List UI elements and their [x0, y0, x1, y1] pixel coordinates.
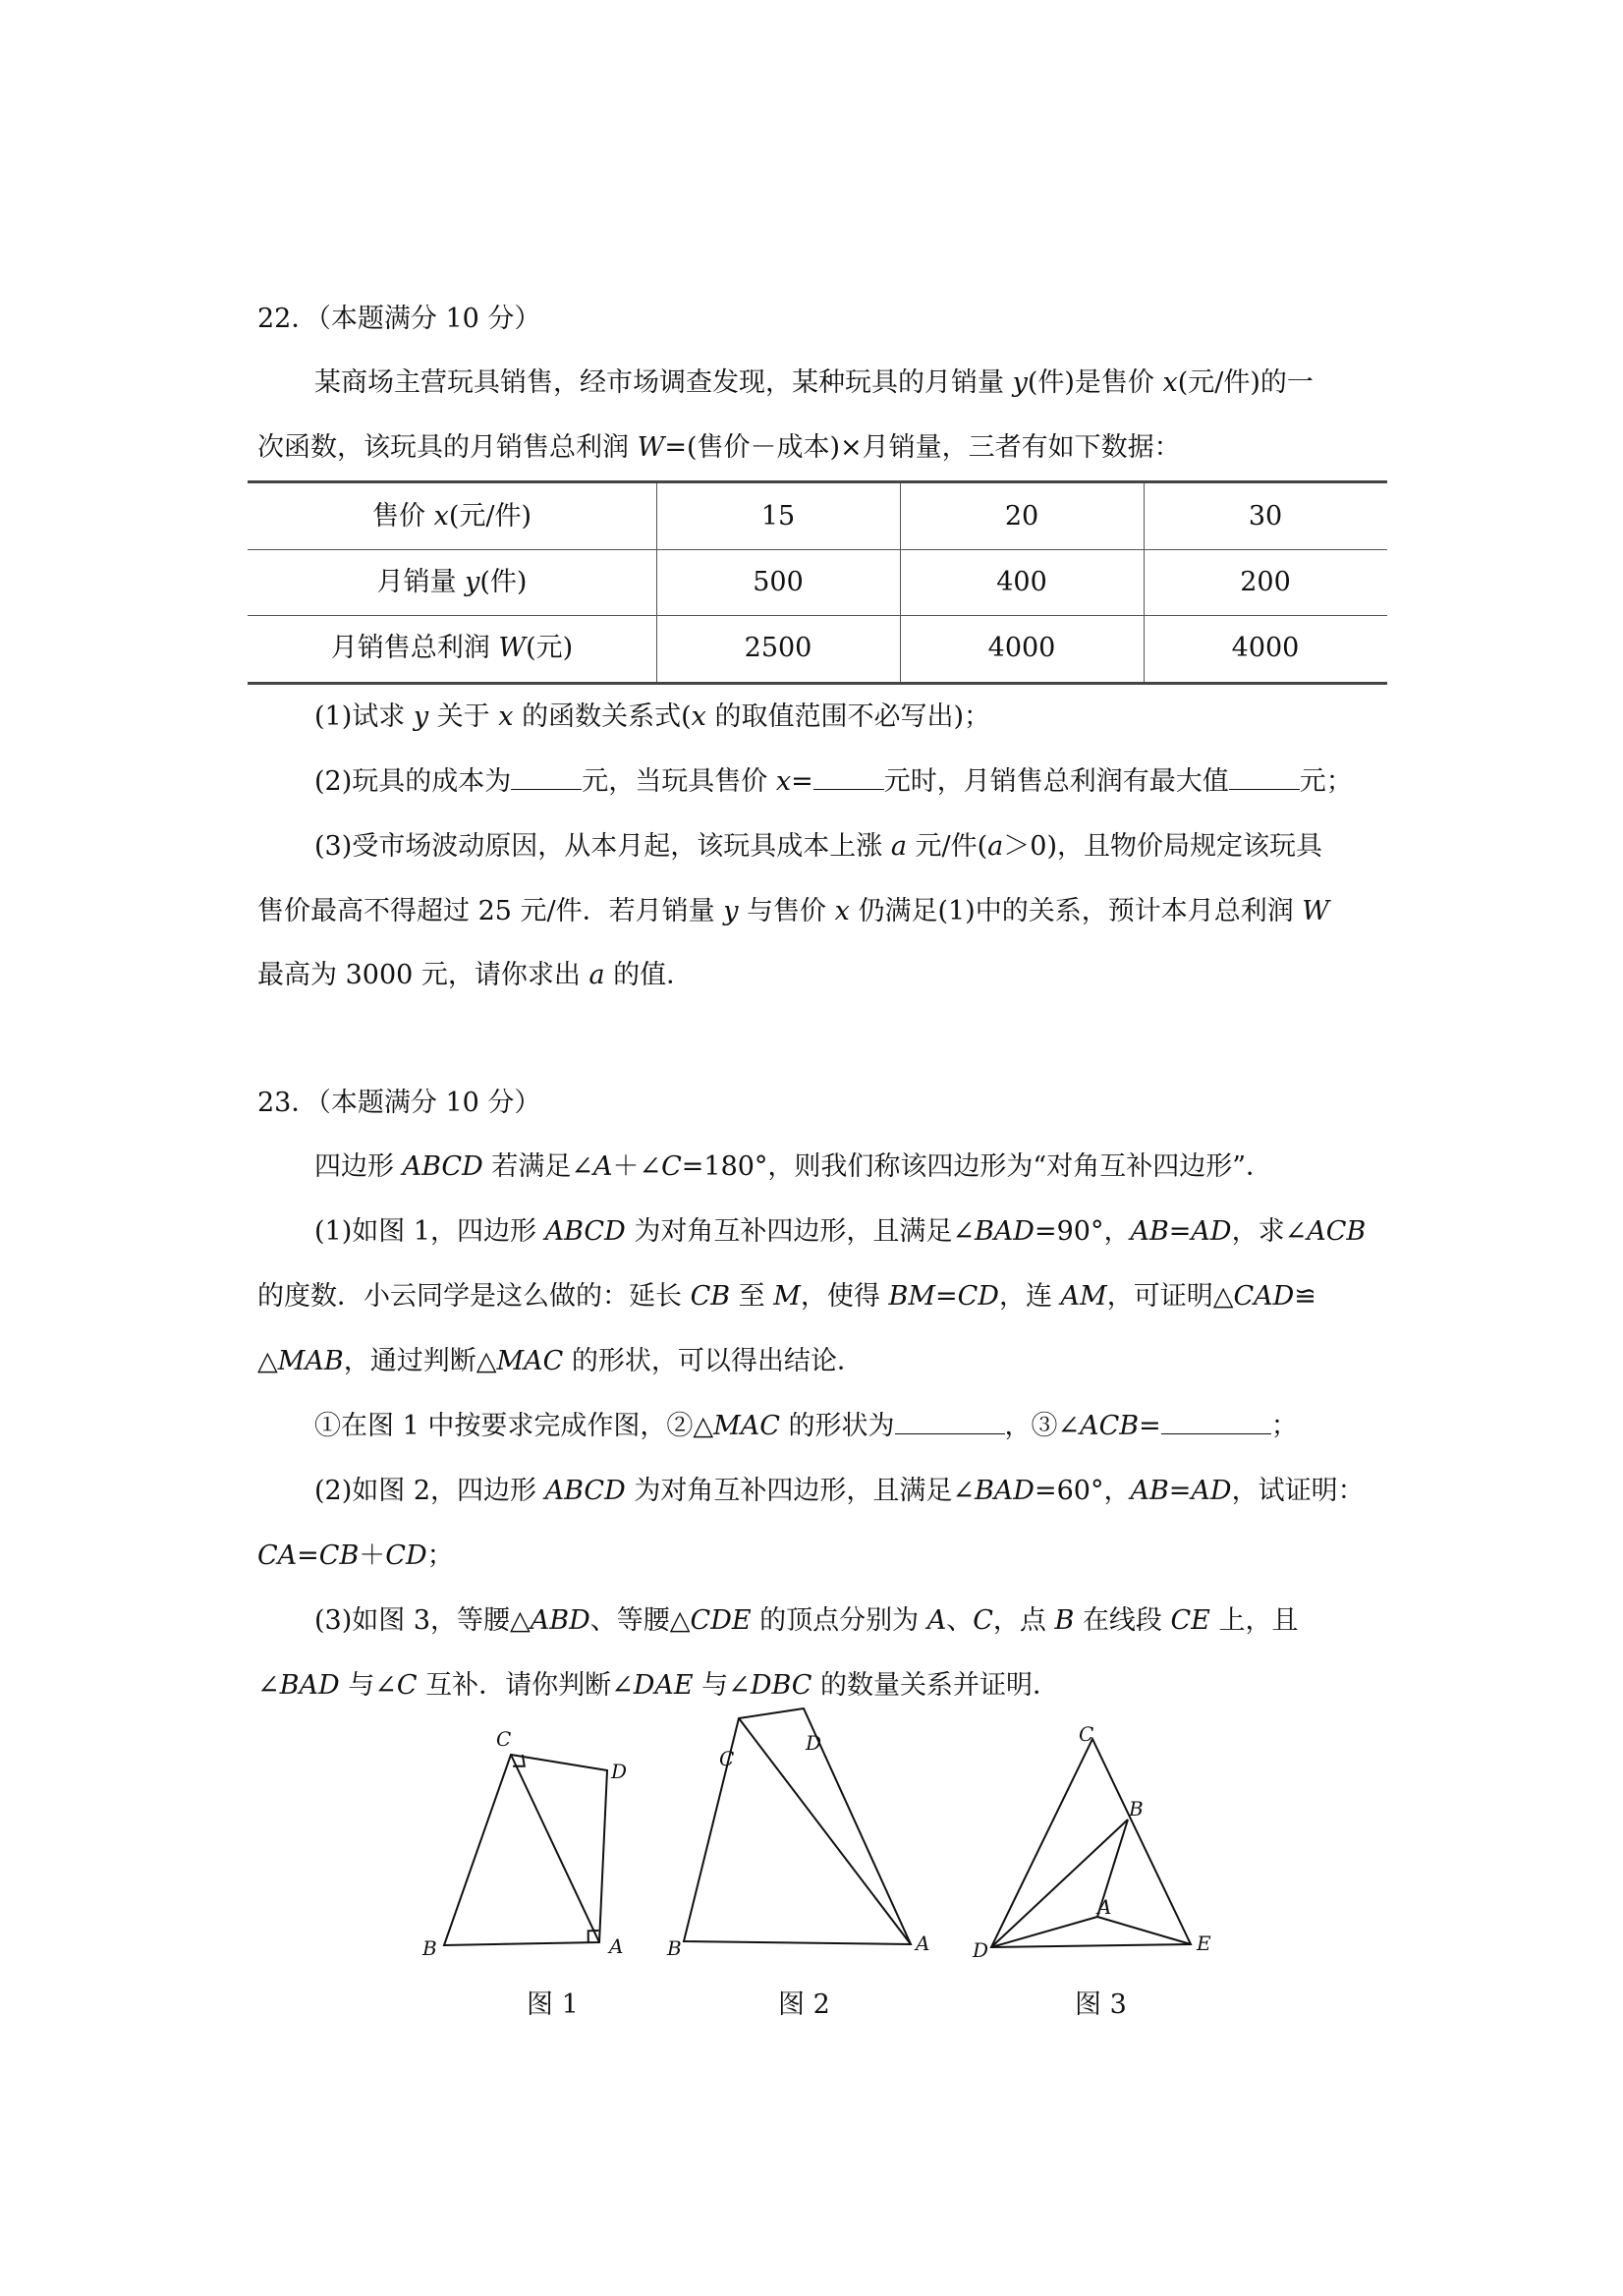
fig1-label-a: A — [609, 1934, 624, 1958]
q22-part2: (2)玩具的成本为 元，当玩具售价 x= 元时，月销售总利润有最大值 元； — [314, 762, 1353, 802]
fig2-label-a: A — [916, 1932, 930, 1955]
q23-part1-line3: △MAB，通过判断△MAC 的形状，可以得出结论． — [257, 1346, 864, 1376]
table-cell: 400 — [996, 567, 1047, 597]
table-cell: 15 — [760, 501, 796, 532]
q22-part3-line3: 最高为 3000 元，请你求出 a 的值． — [257, 960, 694, 990]
fig1-label-b: B — [422, 1936, 437, 1960]
table-cell: 4000 — [987, 633, 1056, 663]
figure-3 — [991, 1739, 1191, 1947]
fig3-label-e: E — [1197, 1932, 1211, 1955]
q23-part3-line1: (3)如图 3，等腰△ABD、等腰△CDE 的顶点分别为 A、C，点 B 在线段 CE 上，且 — [314, 1605, 1299, 1636]
figure-2 — [684, 1708, 911, 1944]
triangle-cde — [991, 1739, 1191, 1947]
table-cell: 200 — [1240, 567, 1291, 597]
q22-part3-line2: 售价最高不得超过 25 元/件．若月销量 y 与售价 x 仍满足(1)中的关系，预计本月总利润 W — [257, 896, 1330, 926]
q22-part1: (1)试求 y 关于 x 的函数关系式(x 的取值范围不必写出)； — [314, 701, 990, 732]
fig1-label-d: D — [611, 1760, 628, 1783]
table-cell: 4000 — [1231, 633, 1300, 663]
figure-2-caption: 图 2 — [778, 1989, 830, 2020]
q22-heading: 22．（本题满分 10 分） — [257, 304, 541, 334]
table-cell: 500 — [753, 567, 804, 597]
q22-part3-line1: (3)受市场波动原因，从本月起，该玩具成本上涨 a 元/件(a＞0)，且物价局规定该玩具 — [314, 831, 1322, 862]
q23-definition: 四边形 ABCD 若满足∠A＋∠C=180°，则我们称该四边形为“对角互补四边形”． — [314, 1151, 1273, 1182]
fig3-label-c: C — [1079, 1722, 1094, 1746]
fig3-label-b: B — [1129, 1797, 1144, 1820]
figure-3-caption: 图 3 — [1075, 1989, 1127, 2020]
quadrilateral-abcd — [444, 1755, 607, 1945]
segment-ae — [1097, 1917, 1191, 1944]
fig2-label-b: B — [667, 1936, 682, 1960]
fig2-label-d: D — [806, 1731, 822, 1755]
table-row-label: 售价 x(元/件) — [372, 501, 532, 532]
fig3-label-d: D — [973, 1938, 989, 1962]
fig1-label-c: C — [496, 1727, 512, 1751]
q23-part2-line2: CA=CB＋CD； — [257, 1540, 454, 1571]
quadrilateral-abcd — [684, 1708, 911, 1944]
fig2-label-c: C — [719, 1747, 735, 1770]
q22-intro-line1: 某商场主营玩具销售，经市场调查发现，某种玩具的月销量 y(件)是售价 x(元/件)的一 — [314, 367, 1314, 398]
q23-part1-line4: ①在图 1 中按要求完成作图，②△MAC 的形状为 ，③∠ACB= ； — [314, 1407, 1298, 1446]
fig3-label-a: A — [1097, 1895, 1112, 1919]
q23-part1-line1: (1)如图 1，四边形 ABCD 为对角互补四边形，且满足∠BAD=90°，AB=AD，求∠ACB — [314, 1216, 1367, 1247]
diagonal-ac — [511, 1755, 599, 1942]
table-cell: 20 — [1004, 501, 1039, 532]
table-cell: 30 — [1248, 501, 1283, 532]
q23-heading: 23．（本题满分 10 分） — [257, 1088, 541, 1118]
figure-1 — [444, 1755, 607, 1945]
q23-part1-line2: 的度数．小云同学是这么做的：延长 CB 至 M，使得 BM=CD，连 AM，可证明△CAD≌ — [257, 1281, 1316, 1312]
table-cell: 2500 — [744, 633, 812, 663]
q22-intro-line2: 次函数，该玩具的月销售总利润 W=(售价－成本)×月销量，三者有如下数据： — [257, 432, 1181, 463]
figure-1-caption: 图 1 — [527, 1989, 579, 2020]
table-row-label: 月销售总利润 W(元) — [330, 633, 574, 663]
q23-part2-line1: (2)如图 2，四边形 ABCD 为对角互补四边形，且满足∠BAD=60°，AB=AD，试证明： — [314, 1476, 1365, 1506]
q23-part3-line2: ∠BAD 与∠C 互补．请你判断∠DAE 与∠DBC 的数量关系并证明． — [257, 1670, 1060, 1701]
table-row-label: 月销量 y(件) — [376, 567, 528, 597]
diagonal-ca — [739, 1718, 911, 1944]
